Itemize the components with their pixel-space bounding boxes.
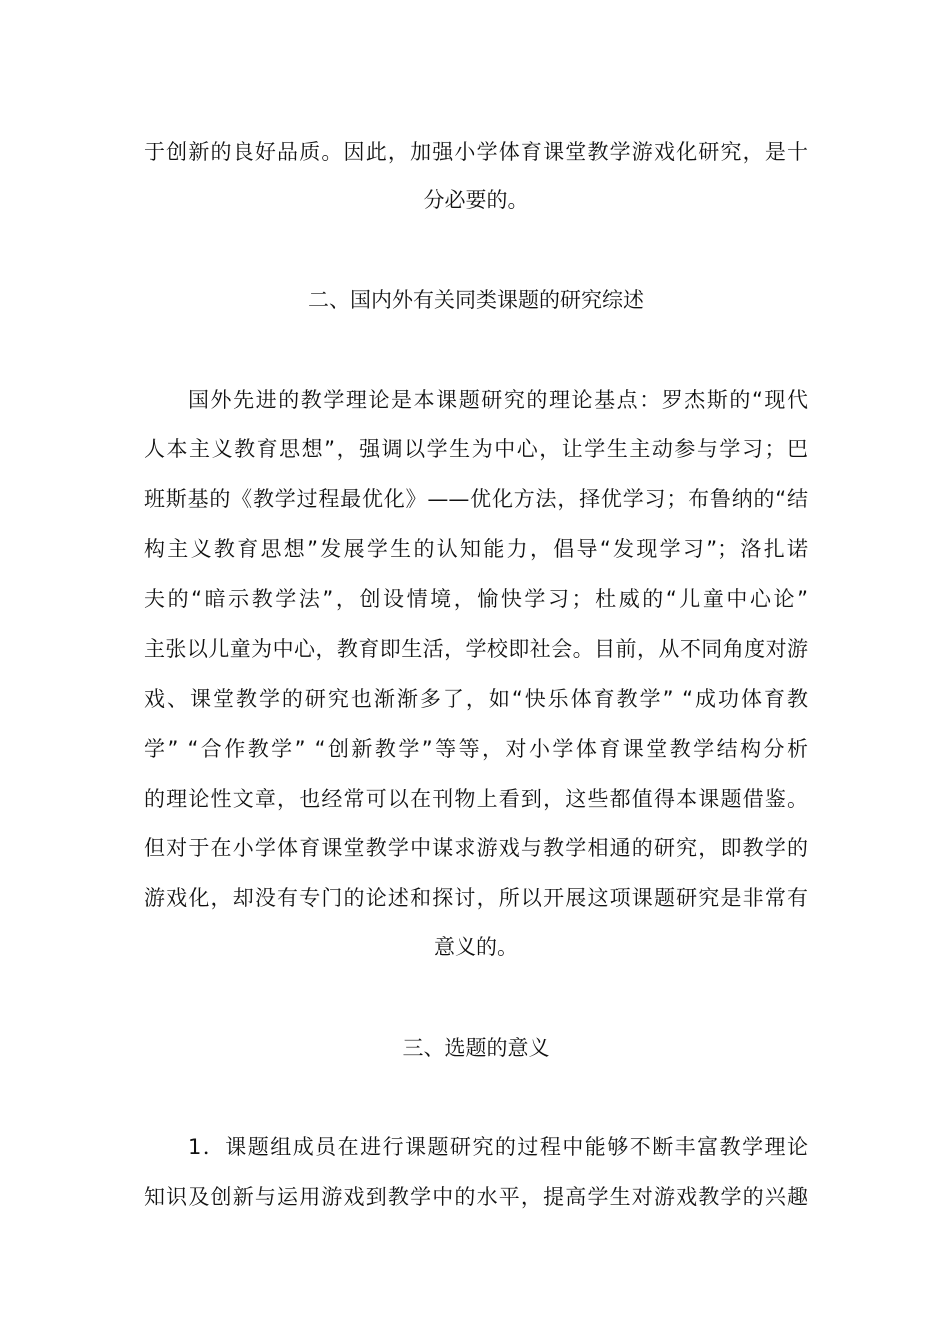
paragraph-2-line-3: 班斯基的《教学过程最优化》——优化方法，择优学习；布鲁纳的“结 [144,487,808,511]
section-heading-2: 二、国内外有关同类课题的研究综述 [308,288,644,312]
paragraph-2-line-9: 的理论性文章，也经常可以在刊物上看到，这些都值得本课题借鉴。 [144,787,808,811]
paragraph-2-line-12: 意义的。 [434,935,518,959]
paragraph-2-line-10: 但对于在小学体育课堂教学中谋求游戏与教学相通的研究，即教学的 [144,836,808,860]
paragraph-2-line-1: 国外先进的教学理论是本课题研究的理论基点：罗杰斯的“现代 [188,388,808,412]
paragraph-2-line-6: 主张以儿童为中心，教育即生活，学校即社会。目前，从不同角度对游 [144,637,808,661]
paragraph-1-line-2: 分必要的。 [423,188,529,212]
paragraph-2-line-5: 夫的“暗示教学法”，创设情境，愉快学习；杜威的“儿童中心论” [144,587,808,611]
paragraph-2-line-4: 构主义教育思想”发展学生的认知能力，倡导“发现学习”；洛扎诺 [144,537,808,561]
paragraph-1-line-1: 于创新的良好品质。因此，加强小学体育课堂教学游戏化研究，是十 [144,140,808,164]
section-heading-3: 三、选题的意义 [402,1036,550,1060]
paragraph-2-line-2: 人本主义教育思想”，强调以学生为中心，让学生主动参与学习；巴 [144,437,808,461]
paragraph-2-line-11: 游戏化，却没有专门的论述和探讨，所以开展这项课题研究是非常有 [144,886,808,910]
paragraph-3-line-1: 1．课题组成员在进行课题研究的过程中能够不断丰富教学理论 [188,1135,808,1159]
paragraph-3-line-2: 知识及创新与运用游戏到教学中的水平，提高学生对游戏教学的兴趣 [144,1185,808,1209]
paragraph-2-line-7: 戏、课堂教学的研究也渐渐多了，如“快乐体育教学” “成功体育教 [144,687,808,711]
paragraph-2-line-8: 学” “合作教学” “创新教学”等等，对小学体育课堂教学结构分析 [144,737,808,761]
